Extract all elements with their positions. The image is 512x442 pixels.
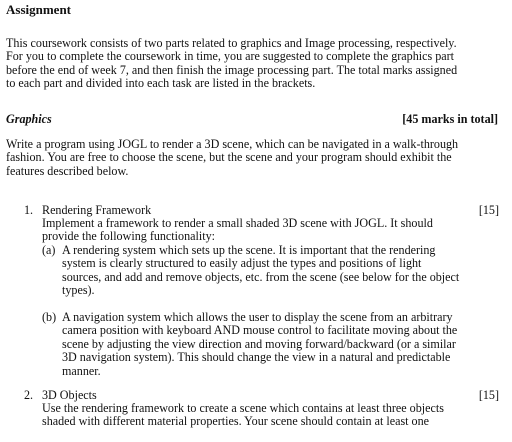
task-marks: [15] <box>478 203 499 217</box>
intro-line: before the end of week 7, and then finish the image processing part. The total marks assigned <box>6 62 458 77</box>
task-body-line: Implement a framework to render a small shaded 3D scene with JOGL. It should <box>42 216 433 230</box>
task-body-line: provide the following functionality: <box>42 229 215 244</box>
subitem-label: (b) <box>42 310 57 324</box>
task-body-line: Use the rendering framework to create a scene which contains at least three objects <box>42 401 444 415</box>
task-body <box>42 217 433 244</box>
subitem-line: manner. <box>62 363 101 378</box>
section-intro-line: Write a program using JOGL to render a 3D scene, which can be navigated in a walk-through <box>6 137 459 151</box>
section-intro-line: features described below. <box>6 163 129 178</box>
subitem-line: types). <box>62 283 95 298</box>
subitem-line: scene by adjusting the view direction and moving forward/backward (or a similar <box>62 336 456 351</box>
intro-line: to each part and divided into each task are listed in the brackets. <box>6 76 316 91</box>
intro-paragraph <box>6 37 506 91</box>
subitem-line: A rendering system which sets up the scene. It is important that the rendering <box>62 243 436 257</box>
assignment-heading: Assignment <box>6 2 72 17</box>
task-body <box>42 402 444 429</box>
subitem-line: sources, and add and remove objects, etc. from the scene (see below for the object <box>62 269 460 284</box>
section-intro-line: fashion. You are free to choose the scene, but the scene and your program should exhibit the <box>6 150 452 165</box>
subitem-line: 3D navigation system). This should change the view in a natural and predictable <box>62 350 451 365</box>
task-marks: [15] <box>478 388 499 402</box>
intro-line: For you to complete the coursework in time, you are suggested to complete the graphics part <box>6 49 455 64</box>
subitem-line: system is clearly structured to easily adjust the types and positions of light <box>62 256 422 271</box>
task-body-line: shaded with different material properties. Your scene should contain at least one <box>42 414 430 429</box>
section-header <box>6 113 498 127</box>
intro-line: This coursework consists of two parts related to graphics and Image processing, respectively. <box>6 36 457 50</box>
subitem-line: A navigation system which allows the user to display the scene from an arbitrary <box>62 310 453 324</box>
section-intro-paragraph <box>6 138 506 178</box>
subitem-text <box>62 244 459 298</box>
section-title: Graphics <box>6 112 52 126</box>
section-marks: [45 marks in total] <box>402 112 498 126</box>
task-number: 1. <box>24 203 34 217</box>
task-title: 3D Objects <box>42 388 97 402</box>
task-number: 2. <box>24 388 34 402</box>
subitem-label: (a) <box>42 243 56 257</box>
task-title: Rendering Framework <box>42 203 152 217</box>
subitem-text <box>62 311 457 378</box>
subitem-line: camera position with keyboard AND mouse control to facilitate moving about the <box>62 323 458 338</box>
